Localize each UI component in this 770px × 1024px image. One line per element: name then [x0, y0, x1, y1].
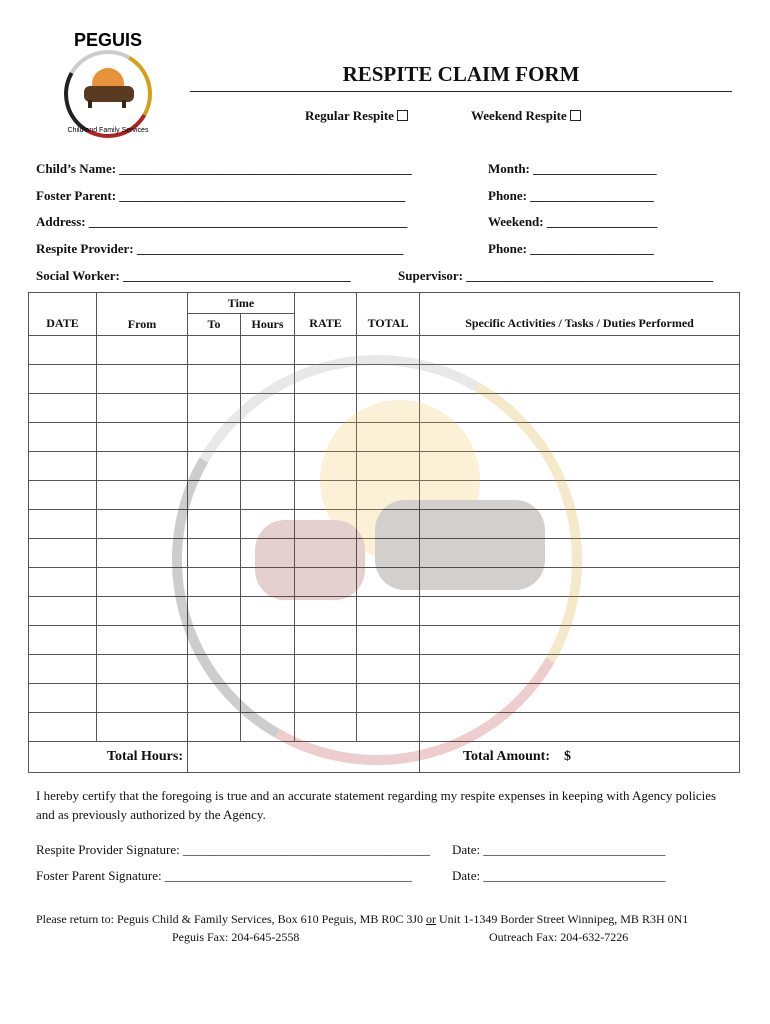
table-cell[interactable] — [188, 394, 241, 423]
weekend-respite-option[interactable] — [471, 108, 581, 124]
regular-respite-checkbox[interactable] — [397, 110, 408, 121]
provider-date-field[interactable]: Date: ____________________________ — [452, 842, 666, 857]
table-cell[interactable] — [29, 394, 97, 423]
table-cell[interactable] — [188, 684, 241, 713]
table-cell[interactable] — [420, 597, 740, 626]
table-cell[interactable] — [420, 510, 740, 539]
table-row — [29, 713, 740, 742]
outreach-fax: Outreach Fax: 204-632-7226 — [489, 930, 629, 944]
respite-log-table — [28, 292, 740, 773]
table-cell[interactable] — [188, 539, 241, 568]
childs-name-field[interactable]: Child’s Name: _____________________________________________ — [36, 161, 412, 176]
table-cell[interactable] — [29, 684, 97, 713]
table-cell[interactable] — [357, 481, 420, 510]
table-row — [29, 626, 740, 655]
table-cell[interactable] — [357, 713, 420, 742]
table-cell[interactable] — [420, 539, 740, 568]
total-hours-value[interactable] — [188, 742, 420, 773]
table-cell[interactable] — [97, 626, 188, 655]
regular-respite-option[interactable] — [305, 108, 408, 124]
table-cell[interactable] — [420, 394, 740, 423]
table-cell[interactable] — [29, 655, 97, 684]
return-address-part2: Unit 1-1349 Border Street Winnipeg, MB R3H 0N1 — [436, 912, 689, 926]
to-header: To — [188, 314, 241, 336]
table-cell[interactable] — [295, 597, 357, 626]
table-cell[interactable] — [97, 336, 188, 365]
table-cell[interactable] — [97, 539, 188, 568]
parent-date-field[interactable]: Date: ____________________________ — [452, 868, 666, 883]
table-cell[interactable] — [241, 626, 295, 655]
table-row — [29, 336, 740, 365]
table-cell[interactable] — [295, 539, 357, 568]
table-cell[interactable] — [188, 655, 241, 684]
table-cell[interactable] — [357, 597, 420, 626]
weekend-respite-checkbox[interactable] — [570, 110, 581, 121]
table-row — [29, 481, 740, 510]
regular-respite-label: Regular Respite — [305, 108, 394, 123]
hours-header: Hours — [241, 314, 295, 336]
table-cell[interactable] — [241, 655, 295, 684]
table-cell[interactable] — [241, 394, 295, 423]
respite-provider-field[interactable]: Respite Provider: _________________________________________ — [36, 241, 404, 256]
table-cell[interactable] — [29, 365, 97, 394]
table-cell[interactable] — [241, 568, 295, 597]
table-cell[interactable] — [241, 423, 295, 452]
table-cell[interactable] — [241, 539, 295, 568]
table-cell[interactable] — [97, 597, 188, 626]
table-cell[interactable] — [188, 713, 241, 742]
table-cell[interactable] — [295, 713, 357, 742]
table-cell[interactable] — [188, 626, 241, 655]
provider-signature-field[interactable]: Respite Provider Signature: ______________________________________ — [36, 842, 430, 857]
parent-signature-field[interactable]: Foster Parent Signature: ______________________________________ — [36, 868, 412, 883]
logo-title-text: PEGUIS — [73, 30, 143, 50]
table-cell[interactable] — [97, 568, 188, 597]
time-header: Time — [188, 293, 295, 314]
table-row — [29, 365, 740, 394]
table-cell[interactable] — [29, 481, 97, 510]
table-cell[interactable] — [295, 481, 357, 510]
table-cell[interactable] — [295, 336, 357, 365]
table-cell[interactable] — [188, 481, 241, 510]
table-cell[interactable] — [420, 365, 740, 394]
table-cell[interactable] — [97, 452, 188, 481]
table-cell[interactable] — [188, 365, 241, 394]
table-cell[interactable] — [188, 568, 241, 597]
table-cell[interactable] — [29, 597, 97, 626]
table-cell[interactable] — [97, 684, 188, 713]
return-address — [36, 912, 688, 927]
table-cell[interactable] — [420, 684, 740, 713]
from-header-top — [97, 293, 188, 314]
certification-text: I hereby certify that the foregoing is true and an accurate statement regarding my respite expenses in keeping with Agency policies and as previously authorized by the Agency. — [36, 788, 717, 822]
table-cell[interactable] — [97, 713, 188, 742]
peguis-fax: Peguis Fax: 204-645-2558 — [172, 930, 300, 944]
total-hours-label: Total Hours: — [29, 742, 188, 773]
return-address-or: or — [426, 912, 436, 926]
table-cell[interactable] — [357, 626, 420, 655]
table-cell[interactable] — [295, 568, 357, 597]
table-cell[interactable] — [29, 423, 97, 452]
table-cell[interactable] — [295, 626, 357, 655]
table-cell[interactable] — [29, 713, 97, 742]
table-cell[interactable] — [420, 626, 740, 655]
table-cell[interactable] — [29, 568, 97, 597]
table-cell[interactable] — [29, 452, 97, 481]
table-cell[interactable] — [29, 510, 97, 539]
table-cell[interactable] — [97, 655, 188, 684]
table-cell[interactable] — [188, 336, 241, 365]
table-cell[interactable] — [420, 568, 740, 597]
table-cell[interactable] — [357, 365, 420, 394]
title-divider — [190, 91, 732, 92]
table-cell[interactable] — [357, 452, 420, 481]
table-cell[interactable] — [188, 597, 241, 626]
table-row — [29, 423, 740, 452]
table-cell[interactable] — [241, 365, 295, 394]
table-cell[interactable] — [295, 394, 357, 423]
table-cell[interactable] — [241, 684, 295, 713]
table-cell[interactable] — [29, 626, 97, 655]
supervisor-field[interactable]: Supervisor: ______________________________________ — [398, 268, 714, 283]
table-cell[interactable] — [295, 684, 357, 713]
table-cell[interactable] — [295, 452, 357, 481]
table-cell[interactable] — [241, 452, 295, 481]
total-amount-label: Total Amount: — [463, 749, 551, 764]
table-cell[interactable] — [420, 423, 740, 452]
table-cell[interactable] — [295, 655, 357, 684]
table-cell[interactable] — [420, 655, 740, 684]
total-header: TOTAL — [357, 293, 420, 336]
table-row — [29, 684, 740, 713]
logo-subtitle-text: Child and Family Services — [67, 127, 149, 134]
peguis-logo — [58, 22, 162, 146]
table-row — [29, 510, 740, 539]
phone-field-2[interactable]: Phone: ___________________ — [488, 241, 654, 256]
rate-header: RATE — [295, 293, 357, 336]
table-row — [29, 568, 740, 597]
totals-row — [29, 742, 740, 773]
table-cell[interactable] — [420, 452, 740, 481]
table-cell[interactable] — [97, 423, 188, 452]
table-row — [29, 452, 740, 481]
table-cell[interactable] — [420, 481, 740, 510]
table-cell[interactable] — [357, 684, 420, 713]
table-cell[interactable] — [295, 510, 357, 539]
social-worker-field[interactable]: Social Worker: ___________________________________ — [36, 268, 351, 283]
from-header: From — [97, 314, 188, 336]
total-amount-cell[interactable] — [420, 742, 740, 773]
phone-field-1[interactable]: Phone: ___________________ — [488, 188, 654, 203]
table-cell[interactable] — [241, 510, 295, 539]
foster-parent-field[interactable]: Foster Parent: ____________________________________________ — [36, 188, 406, 203]
table-row — [29, 597, 740, 626]
table-cell[interactable] — [97, 481, 188, 510]
table-cell[interactable] — [357, 510, 420, 539]
table-cell[interactable] — [97, 365, 188, 394]
table-cell[interactable] — [241, 713, 295, 742]
form-title: RESPITE CLAIM FORM — [342, 62, 580, 86]
table-cell[interactable] — [188, 452, 241, 481]
date-header: DATE — [29, 293, 97, 336]
table-cell[interactable] — [357, 655, 420, 684]
address-field[interactable]: Address: _________________________________________________ — [36, 214, 408, 229]
table-cell[interactable] — [357, 423, 420, 452]
table-cell[interactable] — [97, 510, 188, 539]
table-cell[interactable] — [420, 713, 740, 742]
table-cell[interactable] — [295, 365, 357, 394]
return-address-part1: Please return to: Peguis Child & Family Services, Box 610 Peguis, MB R0C 3J0 — [36, 912, 426, 926]
table-row — [29, 394, 740, 423]
table-cell[interactable] — [29, 539, 97, 568]
table-row — [29, 539, 740, 568]
table-cell[interactable] — [241, 481, 295, 510]
table-cell[interactable] — [97, 394, 188, 423]
table-cell[interactable] — [29, 336, 97, 365]
table-cell[interactable] — [295, 423, 357, 452]
table-cell[interactable] — [357, 336, 420, 365]
table-cell[interactable] — [241, 336, 295, 365]
table-cell[interactable] — [357, 539, 420, 568]
table-row — [29, 655, 740, 684]
table-cell[interactable] — [420, 336, 740, 365]
table-cell[interactable] — [188, 510, 241, 539]
table-cell[interactable] — [357, 394, 420, 423]
weekend-field[interactable]: Weekend: _________________ — [488, 214, 658, 229]
currency-symbol: $ — [564, 749, 572, 764]
table-cell[interactable] — [188, 423, 241, 452]
table-cell[interactable] — [357, 568, 420, 597]
month-field[interactable]: Month: ___________________ — [488, 161, 657, 176]
table-cell[interactable] — [241, 597, 295, 626]
weekend-respite-label: Weekend Respite — [471, 108, 567, 123]
activities-header: Specific Activities / Tasks / Duties Performed — [420, 293, 740, 336]
